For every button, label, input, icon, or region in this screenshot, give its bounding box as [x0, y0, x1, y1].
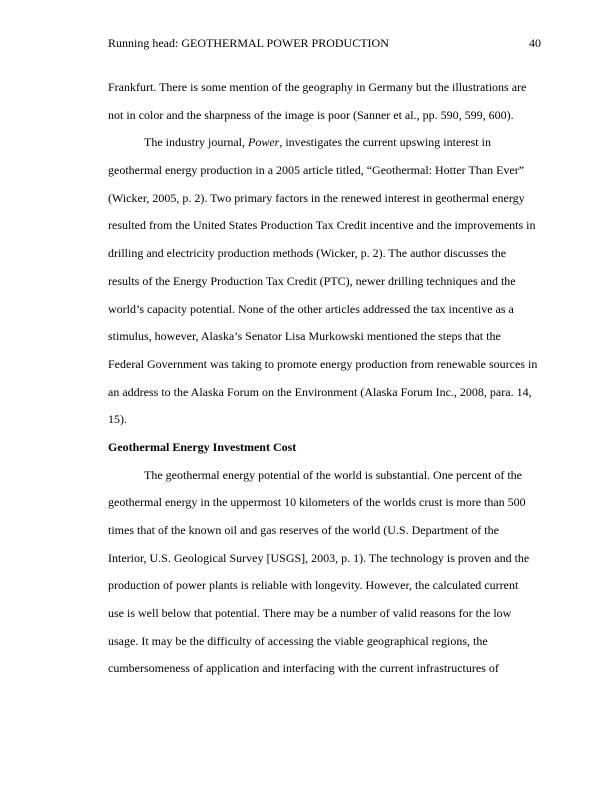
text-line: an address to the Alaska Forum on the Environment (Alaska Forum Inc., 2008, para. 14,	[108, 384, 532, 399]
text-line: drilling and electricity production methods (Wicker, p. 2). The author discusses the	[108, 246, 507, 261]
paragraph-first-line: The geothermal energy potential of the world is substantial. One percent of the	[144, 467, 522, 482]
text-run: , investigates the current upswing interest in	[279, 135, 491, 150]
text-line: usage. It may be the difficulty of accessing the viable geographical regions, the	[108, 633, 488, 648]
text-line: geothermal energy in the uppermost 10 kilometers of the worlds crust is more than 500	[108, 495, 526, 510]
text-line: results of the Energy Production Tax Credit (PTC), newer drilling techniques and the	[108, 273, 516, 288]
text-line: 15).	[108, 412, 127, 427]
text-line: stimulus, however, Alaska’s Senator Lisa Murkowski mentioned the steps that the	[108, 329, 501, 344]
text-line: geothermal energy production in a 2005 article titled, “Geothermal: Hotter Than Ever”	[108, 163, 525, 178]
document-body	[108, 74, 540, 683]
text-line: times that of the known oil and gas reserves of the world (U.S. Department of the	[108, 523, 499, 537]
section-heading: Geothermal Energy Investment Cost	[108, 439, 297, 454]
text-line: resulted from the United States Production Tax Credit incentive and the improvements in	[108, 218, 536, 233]
text-line: Frankfurt. There is some mention of the geography in Germany but the illustrations are	[108, 80, 527, 94]
text-line: Interior, U.S. Geological Survey [USGS], 2003, p. 1). The technology is proven and the	[108, 550, 530, 565]
text-line: Federal Government was taking to promote energy production from renewable sources in	[108, 356, 538, 371]
page-number: 40	[529, 36, 541, 50]
page-header	[108, 35, 541, 51]
text-line: world’s capacity potential. None of the other articles addressed the tax incentive as a	[108, 301, 514, 316]
text-line: cumbersomeness of application and interfacing with the current infrastructures of	[108, 661, 499, 676]
running-head: Running head: GEOTHERMAL POWER PRODUCTION	[108, 36, 389, 50]
journal-title: Power	[247, 135, 280, 150]
text-line: (Wicker, 2005, p. 2). Two primary factors in the renewed interest in geothermal energy	[108, 190, 525, 205]
text-line: not in color and the sharpness of the image is poor (Sanner et al., pp. 590, 599, 600).	[108, 107, 514, 122]
paragraph-first-line	[108, 129, 540, 157]
text-line: production of power plants is reliable with longevity. However, the calculated current	[108, 578, 519, 593]
text-run: The industry journal,	[144, 135, 248, 150]
text-line: use is well below that potential. There may be a number of valid reasons for the low	[108, 606, 512, 621]
